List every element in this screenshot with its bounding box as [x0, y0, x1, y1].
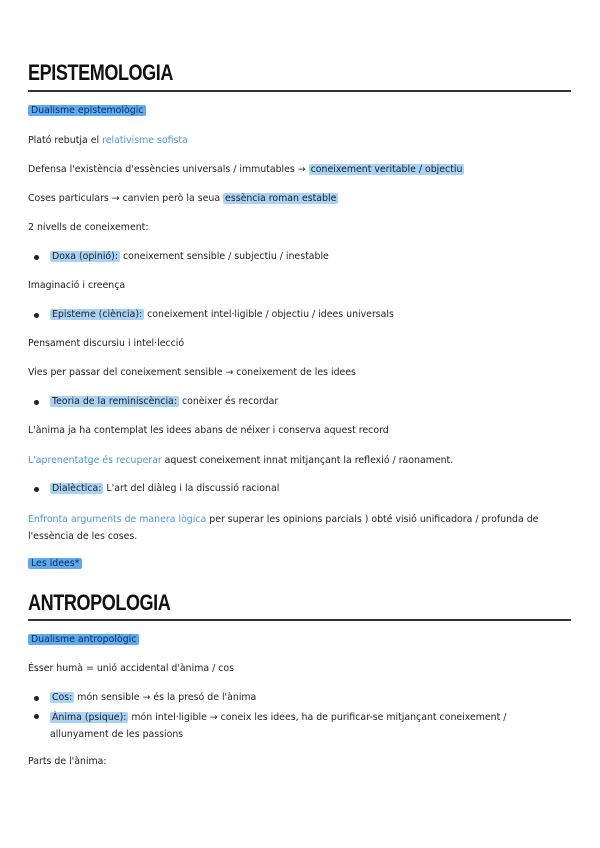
- text: coneixement intel·ligible / objectiu / idees universals: [144, 309, 394, 320]
- section-rule: [28, 619, 571, 621]
- bullet-anima: [28, 709, 560, 743]
- section-title-antropologia: ANTROPOLOGIA: [28, 590, 171, 615]
- text: Coses particulars → canvien però la seua: [28, 193, 224, 204]
- tag-dualisme-epistemologic: [28, 104, 146, 118]
- paragraph-parts-anima: Parts de l'ànima:: [28, 756, 107, 767]
- bullet-dot: [34, 313, 39, 318]
- bullet-dot: [34, 714, 39, 719]
- highlight: Dialèctica:: [52, 483, 102, 494]
- paragraph-vies: Vies per passar del coneixement sensible → coneixement de les idees: [28, 367, 356, 378]
- text: coneixement sensible / subjectiu / inestable: [120, 251, 329, 262]
- text: L'art del diàleg i la discussió racional: [103, 483, 280, 494]
- bullet-dot: [34, 696, 39, 701]
- text: Defensa l'existència d'essències universals / immutables →: [28, 164, 309, 175]
- text: conèixer és recordar: [178, 396, 279, 407]
- paragraph-relativisme: [28, 134, 188, 148]
- highlight: Doxa (opinió):: [52, 251, 118, 262]
- text: Plató rebutja el: [28, 135, 103, 146]
- bullet-doxa: [28, 250, 329, 264]
- tag-les-idees[interactable]: [28, 557, 82, 571]
- paragraph-pensament: Pensament discursiu i intel·lecció: [28, 338, 185, 349]
- text: per superar les opinions parcials ) obté visió unificadora / profunda de l'essència de les coses.: [28, 514, 539, 542]
- paragraph-essencies: [28, 163, 464, 177]
- link-relativisme[interactable]: relativisme sofista: [102, 135, 188, 146]
- link-enfronta[interactable]: Enfronta arguments de manera lògica: [28, 514, 207, 525]
- highlight: coneixement veritable / objectiu: [310, 164, 463, 175]
- tag-label: Les idees*: [28, 558, 82, 569]
- paragraph-nivells: 2 nivells de coneixement:: [28, 222, 149, 233]
- tag-label: Dualisme antropològic: [28, 634, 139, 645]
- text: aquest coneixement innat mitjançant la reflexió / raonament.: [161, 455, 454, 466]
- bullet-reminiscencia: [28, 395, 278, 409]
- bullet-dot: [34, 400, 39, 405]
- tag-dualisme-antropologic: [28, 633, 139, 647]
- paragraph-aprenentatge: [28, 454, 453, 468]
- link-aprenentatge[interactable]: L'aprenentatge és recuperar: [28, 455, 162, 466]
- highlight: Ànima (psique):: [52, 712, 127, 723]
- tag-label: Dualisme epistemològic: [28, 105, 146, 116]
- highlight: essència roman estable: [225, 193, 337, 204]
- paragraph-anima: L'ànima ja ha contemplat les idees abans de néixer i conserva aquest record: [28, 425, 389, 436]
- bullet-episteme: [28, 308, 394, 322]
- section-rule: [28, 90, 571, 92]
- highlight: Episteme (ciència):: [52, 309, 143, 320]
- bullet-dialectica: [28, 482, 279, 496]
- highlight: Teoria de la reminiscència:: [52, 396, 177, 407]
- paragraph-enfronta: [28, 511, 558, 545]
- highlight: Cos:: [52, 692, 73, 703]
- paragraph-coses: [28, 192, 338, 206]
- bullet-dot: [34, 487, 39, 492]
- paragraph-esser-huma: Ésser humà = unió accidental d'ànima / cos: [28, 663, 234, 674]
- bullet-dot: [34, 255, 39, 260]
- bullet-cos: [28, 691, 256, 705]
- paragraph-imaginacio: Imaginació i creença: [28, 280, 126, 291]
- text: món sensible → és la presó de l'ànima: [74, 692, 257, 703]
- text: món intel·ligible → coneix les idees, ha de purificar-se mitjançant coneixement / allunyament de les passions: [50, 712, 507, 740]
- section-title-epistemologia: EPISTEMOLOGIA: [28, 60, 174, 85]
